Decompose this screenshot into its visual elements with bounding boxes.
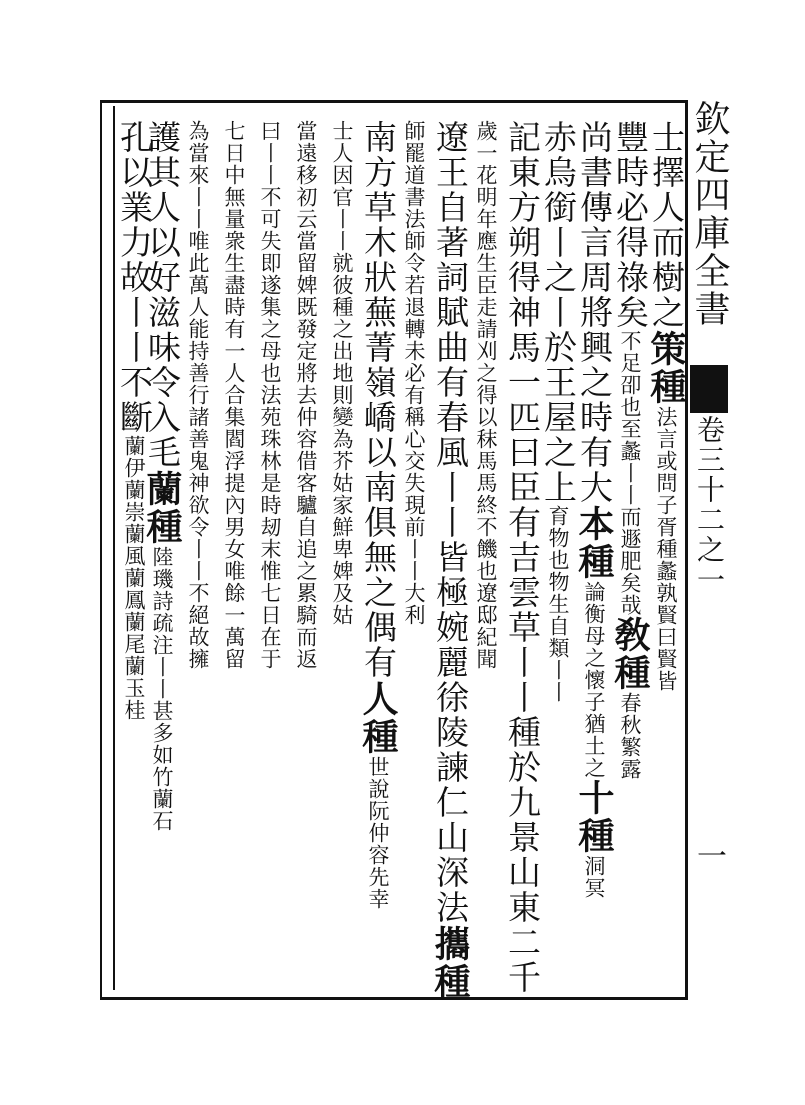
text-column	[288, 120, 324, 1000]
text-column	[180, 120, 216, 1000]
text-segment: 種	[573, 543, 615, 581]
text-column	[116, 120, 152, 1000]
text-column	[396, 120, 432, 1000]
text-segment: 記東方朔得神馬一匹曰臣有吉雲草丨丨種於九景山東二千	[503, 120, 542, 995]
text-segment: 論衡母之懷子猶土之	[582, 581, 606, 779]
text-segment: 洞冥	[582, 855, 606, 899]
text-segment: 陸璣詩疏注丨丨甚多如竹蘭石	[150, 546, 174, 832]
text-segment: 種	[429, 963, 471, 1001]
text-column	[645, 120, 687, 1000]
text-segment: 世說阮仲容先幸	[366, 756, 390, 910]
text-segment: 策	[645, 330, 687, 368]
text-column	[216, 120, 252, 1000]
text-segment: 種	[141, 508, 183, 546]
text-segment: 遼王自著詞賦曲有春風丨丨皆極婉麗徐陵諫仁山深法	[431, 120, 470, 925]
text-segment: 攜	[429, 925, 471, 963]
text-column	[357, 120, 399, 1000]
text-segment: 南方草木狀蕪菁嶺嶠以南俱無之偶有	[359, 120, 398, 680]
text-column	[504, 120, 540, 1000]
volume-label: 卷三十二之一	[693, 414, 726, 595]
text-segment: 種	[573, 817, 615, 855]
text-segment: 十	[573, 779, 615, 817]
text-column	[324, 120, 360, 1000]
text-segment: 歲一花明年應生臣走請刈之得以秣馬馬終不饑也遼邸紀聞	[474, 120, 498, 670]
text-segment: 護其人以好滋味令入毛	[143, 120, 182, 470]
text-column	[429, 120, 471, 1001]
text-segment: 豐時必得祿矣	[611, 120, 650, 330]
text-segment: 種	[609, 654, 651, 692]
text-segment: 法言或問子胥種蠡孰賢曰賢皆	[654, 406, 678, 692]
text-column	[609, 120, 651, 1000]
text-segment: 士人因官丨丨就彼種之出地則變為芥姑家鮮卑婢及姑	[330, 120, 354, 626]
text-segment: 春秋繁露	[618, 692, 642, 780]
text-segment: 當遠移初云當留婢既發定將去仲容借客驢自追之累騎而返	[294, 120, 318, 670]
text-segment: 尚書傳言周將興之時有大	[575, 120, 614, 505]
text-segment: 種	[645, 368, 687, 406]
text-segment: 本	[573, 505, 615, 543]
text-segment: 人	[357, 680, 399, 718]
text-segment: 赤烏銜丨之丨於王屋之上	[539, 120, 578, 505]
text-segment: 師罷道書法師令若退轉未必有稱心交失現前丨丨大利	[402, 120, 426, 626]
text-segment: 敎	[609, 616, 651, 654]
text-segment: 為當來丨丨唯此萬人能持善行諸善鬼神欲令丨丨不絕故擁	[186, 120, 210, 670]
text-segment: 種	[357, 718, 399, 756]
text-segment: 蘭伊蘭崇蘭風蘭鳳蘭尾蘭玉桂	[122, 435, 146, 721]
text-segment: 曰丨丨不可失即遂集之母也法苑珠林是時刼末惟七日在于	[258, 120, 282, 670]
fishtail-mark	[690, 365, 728, 413]
series-title: 欽定四庫全書	[689, 100, 730, 328]
text-column	[573, 120, 615, 1000]
text-segment: 士擇人而樹之	[647, 120, 686, 330]
text-segment: 育物也物生自類丨丨	[546, 505, 570, 703]
page-number: 一	[691, 840, 726, 870]
text-segment: 孔以業力故丨丨不斷	[115, 120, 154, 435]
text-segment: 蘭	[141, 470, 183, 508]
text-column	[252, 120, 288, 1000]
text-segment: 七日中無量衆生盡時有一人合集閻浮提內男女唯餘一萬留	[222, 120, 246, 670]
text-column	[540, 120, 576, 1000]
text-segment: 不足卲也至蠡丨丨而遯肥矣哉	[618, 330, 642, 616]
text-column	[468, 120, 504, 1000]
